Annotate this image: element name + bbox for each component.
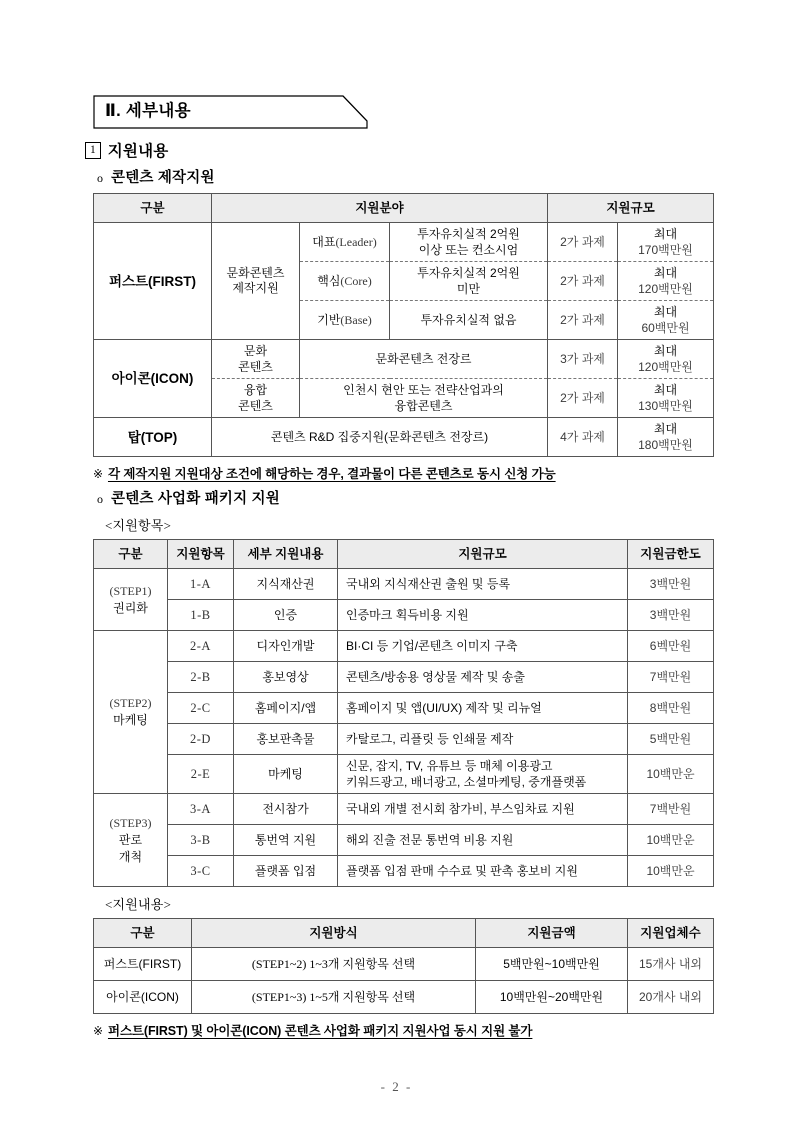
field-line2: 콘텐츠 [238,399,273,413]
cell-item: 플랫폼 입점 [234,856,338,887]
package-items-table [93,539,714,887]
table-row [94,662,714,693]
type-ko: 대표 [312,234,336,249]
table-row [94,569,714,600]
cell-field-icon-fusion [212,379,300,418]
detail-line1: 신문, 잡지, TV, 유튜브 등 매체 이용광고 [346,759,553,773]
cell-limit: 3백만원 [628,600,714,631]
cell-amount-top [618,418,714,457]
cell-detail: 해외 진출 전문 통번역 비용 지원 [338,825,628,856]
cell-detail: 콘텐츠/방송용 영상물 제작 및 송출 [338,662,628,693]
cell-detail: 카탈로그, 리플릿 등 인쇄물 제작 [338,724,628,755]
cell-limit: 6벡만원 [628,631,714,662]
amount-line1: 최대 [653,227,678,241]
cell-amount-core [618,262,714,301]
detail-line2: 키워드광고, 배너광고, 소셜마케팅, 중개플랫폼 [346,775,587,789]
cell-code: 1-A [168,569,234,600]
cell-detail: 플랫폼 입점 판매 수수료 및 판촉 홍보비 지원 [338,856,628,887]
cell-limit: 7백만원 [628,662,714,693]
package-support-heading [97,487,713,508]
cell-code: 2-B [168,662,234,693]
cell-code: 2-A [168,631,234,662]
table-header-row [94,194,714,223]
header-cell-category: 구분 [94,919,192,948]
table-row [94,981,714,1014]
header-cell-field: 지원분야 [212,194,548,223]
header-cell-method: 지원방식 [192,919,476,948]
field-line1: 문화 [243,344,268,358]
cell-item: 지식재산권 [234,569,338,600]
table-row [94,418,714,457]
step-label: (STEP3) [109,815,152,830]
cell-detail: 국내외 개별 전시회 참가비, 부스임차료 지원 [338,794,628,825]
cell-item: 홈페이지/앱 [234,693,338,724]
section-banner [93,95,368,129]
step-name-line1: 판로 [118,832,143,847]
cell-item: 디자인개발 [234,631,338,662]
cell-detail-top: 콘텐츠 R&D 집중지원(문화콘텐츠 전장르) [212,418,548,457]
cell-method: (STEP1~3) 1~5개 지원항목 선택 [192,981,476,1014]
cell-count-icon-culture: 3가 과제 [548,340,618,379]
detail-line1: 투자유치실적 2억원 [417,227,520,241]
field-text-line1: 문화콘텐츠 [226,266,285,280]
cell-step2 [94,631,168,794]
production-support-heading [97,166,713,187]
step-name-line2: 개척 [118,849,143,864]
type-en: (Leader) [335,234,377,249]
cell-amount-base [618,301,714,340]
amount-line1: 최대 [653,422,678,436]
package-support-title: 콘텐츠 사업화 패키지 지원 [111,491,280,507]
items-caption: <지원항목> [105,518,172,533]
amount-line1: 최대 [653,383,678,397]
cell-type-core [300,262,390,301]
cell-item: 홍보영상 [234,662,338,693]
cell-category-top: 탑(TOP) [94,418,212,457]
cell-field-first [212,223,300,340]
cell-detail-icon-fusion [300,379,548,418]
table-header-row [94,540,714,569]
field-line2: 콘텐츠 [238,360,273,374]
cell-code: 2-C [168,693,234,724]
table-row [94,340,714,379]
amount-line1: 최대 [653,344,678,358]
header-cell-item: 지원항목 [168,540,234,569]
note-mark-icon: ※ [93,467,103,481]
header-cell-scale: 지원규모 [338,540,628,569]
amount-line1: 최대 [653,266,678,280]
detail-line2: 융합콘텐츠 [394,399,453,413]
cell-category-first: 퍼스트(FIRST) [94,223,212,340]
table-row [94,856,714,887]
section-title: Ⅱ. 세부내용 [105,102,191,120]
table-row [94,693,714,724]
cell-limit: 5백만원 [628,724,714,755]
table-row [94,825,714,856]
header-cell-category: 구분 [94,540,168,569]
package-support-note [93,1021,713,1039]
step-label: (STEP2) [109,696,152,710]
cell-amount: 10백만원~20백만원 [476,981,628,1014]
cell-count-core: 2가 과제 [548,262,618,301]
table-row [94,755,714,794]
detail-line2: 이상 또는 컨소시엄 [418,243,519,257]
cell-item: 통번역 지원 [234,825,338,856]
header-cell-amount: 지원금액 [476,919,628,948]
page-number: - 2 - [380,1079,413,1094]
type-en: (Base) [340,312,372,327]
amount-line2: 120백만원 [638,360,693,374]
heading-text: 지원내용 [107,143,169,160]
table-row [94,948,714,981]
header-cell-category: 구분 [94,194,212,223]
cell-limit: 10백만운 [628,825,714,856]
cell-item: 인증 [234,600,338,631]
cell-companies: 20개사 내외 [628,981,714,1014]
step-name: 권리화 [113,600,148,615]
type-en: (Core) [340,273,372,288]
type-ko: 기반 [317,312,341,327]
cell-detail-icon-culture: 문화콘텐츠 전장르 [300,340,548,379]
amount-line2: 130백만원 [638,399,693,413]
cell-type-leader [300,223,390,262]
cell-type-base [300,301,390,340]
cell-amount-icon-culture [618,340,714,379]
cell-method: (STEP1~2) 1~3개 지원항목 선택 [192,948,476,981]
cell-detail: 인증마크 획득비용 지원 [338,600,628,631]
cell-count-leader: 2가 과제 [548,223,618,262]
cell-code: 3-C [168,856,234,887]
step-label: (STEP1) [109,583,152,598]
detail-line1: 투자유치실적 2억원 [417,266,520,280]
note-text: 퍼스트(FIRST) 및 아이콘(ICON) 콘텐츠 사업화 패키지 지원사업 동시 지원 불가 [107,1024,533,1038]
cell-item: 홍보판촉물 [234,724,338,755]
cell-category: 아이콘(ICON) [94,981,192,1014]
cell-limit: 8백만원 [628,693,714,724]
table-row [94,600,714,631]
table-row [94,631,714,662]
cell-detail [338,755,628,794]
table-header-row [94,919,714,948]
amount-line2: 60백만원 [641,321,690,335]
header-cell-limit: 지원금한도 [628,540,714,569]
page-content [90,95,713,1042]
cell-limit: 10백만운 [628,856,714,887]
cell-detail: 홈페이지 및 앱(UI/UX) 제작 및 리뉴얼 [338,693,628,724]
content-caption: <지원내용> [105,897,172,912]
detail-line2: 미만 [456,282,481,296]
amount-line1: 최대 [653,305,678,319]
production-support-table [93,193,714,457]
cell-limit: 10백만운 [628,755,714,794]
bullet-icon: o [97,492,103,506]
cell-item: 마케팅 [234,755,338,794]
cell-limit: 7백반원 [628,794,714,825]
cell-item: 전시참가 [234,794,338,825]
cell-code: 3-B [168,825,234,856]
step-name: 마케팅 [113,713,148,727]
cell-detail: 국내외 지식재산권 출원 및 등록 [338,569,628,600]
amount-line2: 120백만원 [638,282,693,296]
cell-count-icon-fusion: 2가 과제 [548,379,618,418]
type-ko: 핵심 [317,273,341,288]
cell-detail-core [390,262,548,301]
cell-limit: 3백만원 [628,569,714,600]
cell-companies: 15개사 내외 [628,948,714,981]
bullet-icon: o [97,171,103,185]
amount-line2: 170백만원 [638,243,693,257]
cell-amount-icon-fusion [618,379,714,418]
cell-amount-leader [618,223,714,262]
cell-detail-base: 투자유치실적 없음 [390,301,548,340]
table-row [94,223,714,262]
cell-field-icon-culture [212,340,300,379]
cell-code: 2-E [168,755,234,794]
cell-code: 3-A [168,794,234,825]
cell-detail-leader [390,223,548,262]
cell-count-base: 2가 과제 [548,301,618,340]
cell-step3 [94,794,168,887]
header-cell-scale: 지원규모 [548,194,714,223]
field-line1: 융합 [243,383,268,397]
cell-detail: BI·CI 등 기업/콘텐츠 이미지 구축 [338,631,628,662]
heading-number: 1 [85,142,101,159]
production-support-note [93,464,713,482]
amount-line2: 180백만원 [638,438,693,452]
package-content-table [93,918,714,1014]
table-row [94,724,714,755]
table-row [94,794,714,825]
detail-line1: 인천시 현안 또는 전략산업과의 [343,383,504,397]
note-text: 각 제작지원 지원대상 조건에 해당하는 경우, 결과물이 다른 콘텐츠로 동시 신청 가능 [107,467,556,481]
header-cell-detail: 세부 지원내용 [234,540,338,569]
cell-category-icon: 아이콘(ICON) [94,340,212,418]
cell-amount: 5백만원~10백만원 [476,948,628,981]
cell-code: 2-D [168,724,234,755]
numbered-heading [85,139,713,161]
field-text-line2: 제작지원 [232,281,279,295]
cell-step1 [94,569,168,631]
cell-count-top: 4가 과제 [548,418,618,457]
production-support-title: 콘텐츠 제작지원 [111,170,215,186]
cell-category: 퍼스트(FIRST) [94,948,192,981]
cell-code: 1-B [168,600,234,631]
note-mark-icon: ※ [93,1024,103,1038]
header-cell-companies: 지원업체수 [628,919,714,948]
